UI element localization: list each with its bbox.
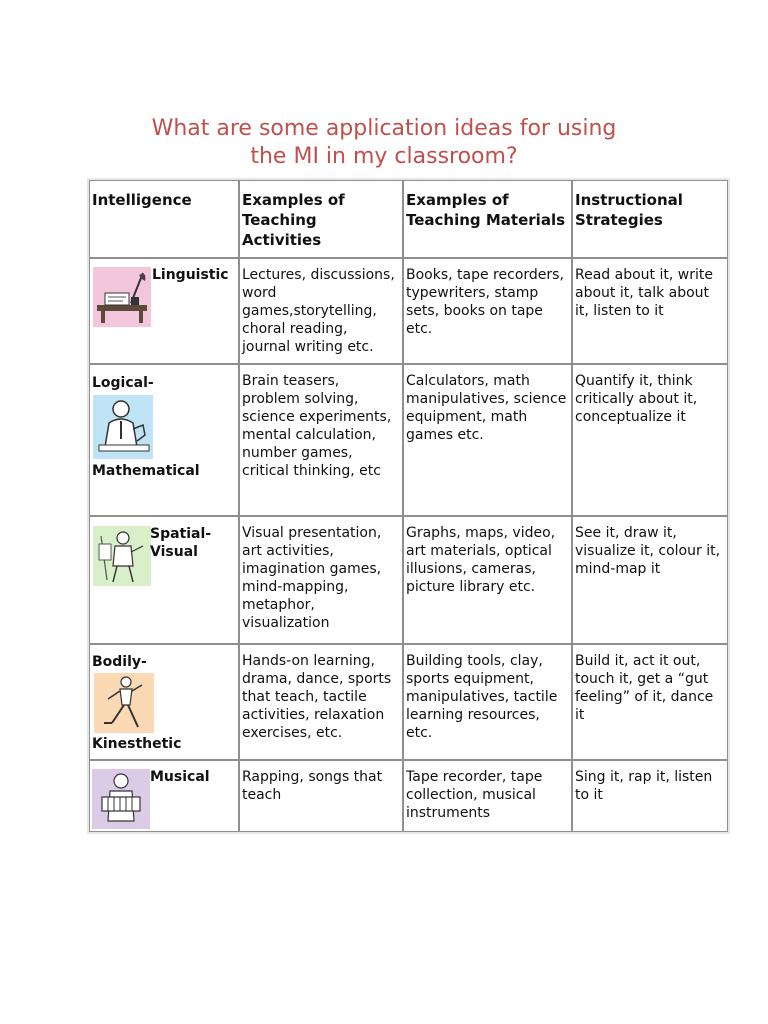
page-title — [70, 115, 698, 171]
materials-text-bodily-kinesthetic: Building tools, clay, sports equipment, manipulatives, tactile learning resources, etc. — [406, 653, 558, 741]
activities-cell-linguistic — [239, 258, 403, 364]
strategies-cell-logical-mathematical — [572, 364, 728, 516]
mi-application-table — [87, 178, 730, 834]
intelligence-label-linguistic: Linguistic — [152, 267, 229, 283]
materials-text-logical-mathematical: Calculators, math manipulatives, science equipment, math games etc. — [406, 373, 567, 443]
strategies-text-bodily-kinesthetic: Build it, act it out, touch it, get a “gut feeling” of it, dance it — [575, 653, 714, 723]
strategies-cell-bodily-kinesthetic — [572, 644, 728, 760]
runner-icon — [94, 673, 154, 733]
header-instructional-strategies — [572, 180, 728, 258]
activities-text-spatial-visual: Visual presentation, art activities, imagination games, mind-mapping, metaphor, visualization — [242, 525, 382, 631]
materials-cell-musical — [403, 760, 572, 832]
strategies-text-logical-mathematical: Quantify it, think critically about it, conceptualize it — [575, 373, 698, 425]
title-line-1: What are some application ideas for using — [151, 116, 617, 141]
header-teaching-materials — [403, 180, 572, 258]
materials-text-musical: Tape recorder, tape collection, musical instruments — [406, 769, 543, 821]
intelligence-cell-logical-mathematical — [89, 364, 239, 516]
activities-cell-bodily-kinesthetic — [239, 644, 403, 760]
activities-text-bodily-kinesthetic: Hands-on learning, drama, dance, sports that teach, tactile activities, relaxation exercises, etc. — [242, 653, 392, 741]
strategies-text-musical: Sing it, rap it, listen to it — [575, 769, 713, 803]
header-teaching-activities-label: Examples of Teaching Activities — [242, 191, 345, 249]
activities-cell-spatial-visual — [239, 516, 403, 644]
header-intelligence — [89, 180, 239, 258]
painter-icon — [93, 526, 151, 586]
intelligence-label-bodily: Bodily- — [92, 654, 147, 670]
intelligence-cell-spatial-visual — [89, 516, 239, 644]
strategies-text-spatial-visual: See it, draw it, visualize it, colour it, mind-map it — [575, 525, 721, 577]
intelligence-label-visual: Visual — [150, 544, 198, 560]
activities-cell-musical — [239, 760, 403, 832]
materials-cell-spatial-visual — [403, 516, 572, 644]
strategies-cell-musical — [572, 760, 728, 832]
strategies-text-linguistic: Read about it, write about it, talk about it, listen to it — [575, 267, 713, 319]
thinking-man-icon — [93, 395, 153, 459]
intelligence-cell-linguistic — [89, 258, 239, 364]
intelligence-label-mathematical: Mathematical — [92, 463, 200, 479]
strategies-cell-spatial-visual — [572, 516, 728, 644]
header-teaching-materials-label: Examples of Teaching Materials — [406, 191, 566, 229]
strategies-cell-linguistic — [572, 258, 728, 364]
activities-text-linguistic: Lectures, discussions, word games,storytelling, choral reading, journal writing etc. — [242, 267, 395, 355]
accordion-player-icon — [92, 769, 150, 829]
activities-text-musical: Rapping, songs that teach — [242, 769, 383, 803]
materials-cell-bodily-kinesthetic — [403, 644, 572, 760]
writing-desk-icon — [93, 267, 151, 327]
materials-text-spatial-visual: Graphs, maps, video, art materials, optical illusions, cameras, picture library etc. — [406, 525, 556, 595]
header-instructional-strategies-label: Instructional Strategies — [575, 191, 683, 229]
materials-cell-linguistic — [403, 258, 572, 364]
intelligence-label-spatial: Spatial- — [150, 526, 212, 542]
header-teaching-activities — [239, 180, 403, 258]
activities-cell-logical-mathematical — [239, 364, 403, 516]
materials-text-linguistic: Books, tape recorders, typewriters, stamp sets, books on tape etc. — [406, 267, 564, 337]
materials-cell-logical-mathematical — [403, 364, 572, 516]
header-intelligence-label: Intelligence — [92, 191, 192, 209]
intelligence-cell-bodily-kinesthetic — [89, 644, 239, 760]
intelligence-label-musical: Musical — [150, 769, 210, 785]
intelligence-label-kinesthetic: Kinesthetic — [92, 736, 182, 752]
intelligence-label-logical: Logical- — [92, 375, 154, 391]
activities-text-logical-mathematical: Brain teasers, problem solving, science experiments, mental calculation, number games, critical thinking, etc — [242, 373, 392, 479]
title-line-2: the MI in my classroom? — [250, 144, 518, 169]
intelligence-cell-musical — [89, 760, 239, 832]
